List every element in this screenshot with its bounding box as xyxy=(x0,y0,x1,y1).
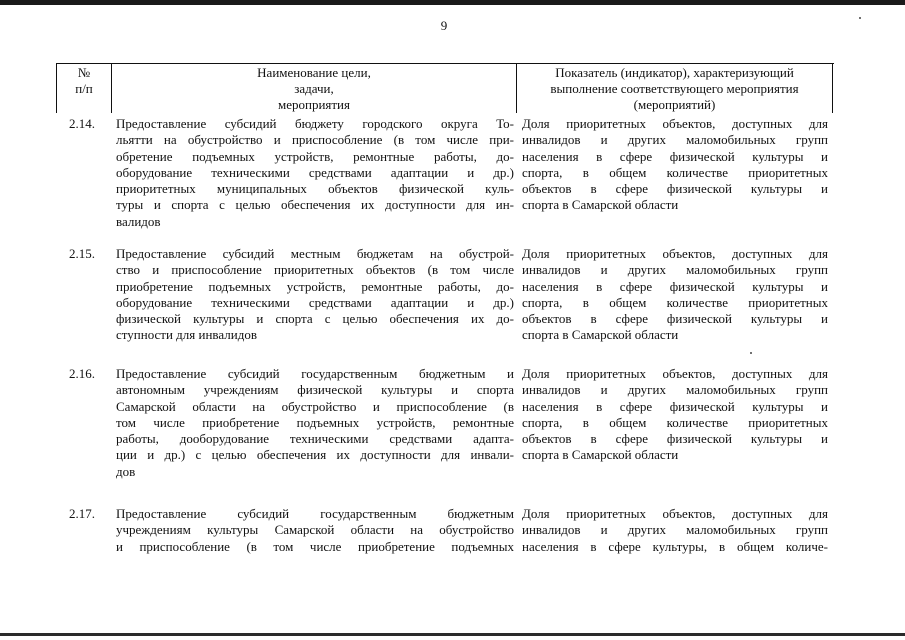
bottom-scan-border xyxy=(0,633,905,636)
text-line: спорта, в общем количестве приоритетных xyxy=(522,164,828,180)
row-number: 2.17. xyxy=(69,506,95,521)
text-line: льятти на обустройство и приспособление (в том числе при- xyxy=(116,132,514,148)
row-activity-name xyxy=(116,116,514,230)
text-line: населения в сфере физической культуры и xyxy=(522,398,828,414)
text-line: инвалидов и других маломобильных групп xyxy=(522,262,828,278)
text-line: автономным учреждениям физической культуры и спорта xyxy=(116,382,514,398)
header-name-column xyxy=(112,64,517,113)
row-indicator xyxy=(522,506,828,555)
row-number: 2.15. xyxy=(69,246,95,261)
text-line: объектов в сфере физической культуры и xyxy=(522,311,828,327)
text-line: объектов в сфере физической культуры и xyxy=(522,431,828,447)
text-line: приобретение подъемных устройств, ремонтные работы, до- xyxy=(116,278,514,294)
text-line: приоритетных муниципальных объектов физической куль- xyxy=(116,181,514,197)
text-line: инвалидов и других маломобильных групп xyxy=(522,382,828,398)
page-number: 9 xyxy=(440,18,448,33)
row-indicator xyxy=(522,246,828,344)
text-line: Доля приоритетных объектов, доступных для xyxy=(522,506,828,521)
text-line: дов xyxy=(116,463,136,479)
scan-speck xyxy=(859,17,861,19)
text-line: объектов в сфере физической культуры и xyxy=(522,181,828,197)
scan-speck xyxy=(750,352,752,354)
text-line: Предоставление субсидий бюджету городского округа То- xyxy=(116,116,514,131)
header-number-column xyxy=(57,64,112,113)
top-scan-border xyxy=(0,0,905,5)
text-line: населения в сфере физической культуры и xyxy=(522,148,828,164)
text-line: спорта в Самарской области xyxy=(522,327,679,343)
text-line: ции и др.) с целью обеспечения их доступности для инвали- xyxy=(116,447,514,463)
text-line: оборудование техническими средствами адаптации и др.) xyxy=(116,164,514,180)
text-line: спорта в Самарской области xyxy=(522,447,679,463)
text-line: населения в сфере физической культуры и xyxy=(522,278,828,294)
text-line: ступности для инвалидов xyxy=(116,327,257,343)
header-text-line: п/п xyxy=(75,81,93,96)
text-line: Доля приоритетных объектов, доступных для xyxy=(522,246,828,261)
text-line: работы, дооборудование техническими средствами адапта- xyxy=(116,431,514,447)
row-indicator xyxy=(522,366,828,464)
header-text-line: мероприятия xyxy=(277,97,350,112)
text-line: оборудование техническими средствами адаптации и др.) xyxy=(116,294,514,310)
text-line: том числе приобретение подъемных устройств, ремонтные xyxy=(116,414,514,430)
text-line: туры и спорта с целью обеспечения их доступности для ин- xyxy=(116,197,514,213)
header-text-line: задачи, xyxy=(294,81,334,96)
text-line: Предоставление субсидий государственным бюджетным и xyxy=(116,366,514,381)
row-indicator xyxy=(522,116,828,214)
row-number: 2.16. xyxy=(69,366,95,381)
text-line: Доля приоритетных объектов, доступных для xyxy=(522,366,828,381)
text-line: спорта, в общем количестве приоритетных xyxy=(522,414,828,430)
header-text-line: выполнение соответствующего мероприятия xyxy=(550,81,799,96)
row-activity-name xyxy=(116,506,514,555)
header-text-line: (мероприятий) xyxy=(633,97,716,112)
text-line: ство и приспособление приоритетных объектов (в том числе xyxy=(116,262,514,278)
header-indicator-column xyxy=(517,64,833,113)
table-header xyxy=(56,63,834,113)
text-line: Предоставление субсидий государственным бюджетным xyxy=(116,506,514,521)
text-line: Самарской области на обустройство и приспособление (в xyxy=(116,398,514,414)
text-line: и приспособление (в том числе приобретение подъемных xyxy=(116,538,514,554)
header-text-line: Наименование цели, xyxy=(257,65,371,80)
text-line: населения в сфере культуры, в общем количе- xyxy=(522,538,828,554)
text-line: инвалидов и других маломобильных групп xyxy=(522,522,828,538)
text-line: учреждениям культуры Самарской области на обустройство xyxy=(116,522,514,538)
header-text-line: № xyxy=(77,65,91,80)
text-line: спорта, в общем количестве приоритетных xyxy=(522,294,828,310)
text-line: Предоставление субсидий местным бюджетам на обустрой- xyxy=(116,246,514,261)
text-line: валидов xyxy=(116,213,161,229)
row-activity-name xyxy=(116,366,514,480)
text-line: Доля приоритетных объектов, доступных для xyxy=(522,116,828,131)
text-line: обретение подъемных устройств, ремонтные работы, до- xyxy=(116,148,514,164)
text-line: физической культуры и спорта с целью обеспечения их до- xyxy=(116,311,514,327)
header-text-line: Показатель (индикатор), характеризующий xyxy=(555,65,794,80)
row-number: 2.14. xyxy=(69,116,95,131)
text-line: инвалидов и других маломобильных групп xyxy=(522,132,828,148)
row-activity-name xyxy=(116,246,514,344)
text-line: спорта в Самарской области xyxy=(522,197,679,213)
